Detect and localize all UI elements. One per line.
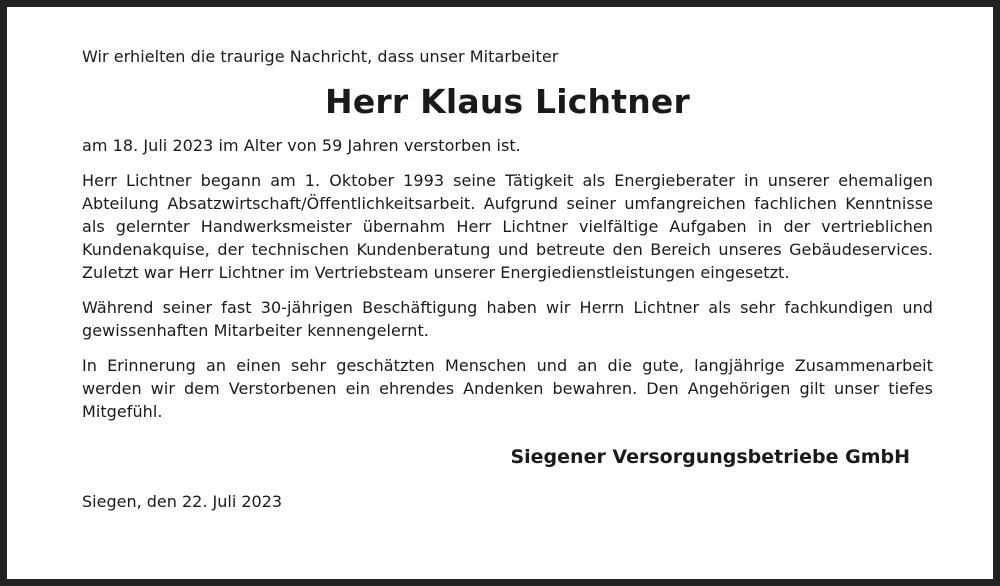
company-signature: Siegener Versorgungsbetriebe GmbH <box>510 446 910 468</box>
obituary-content <box>82 45 933 513</box>
condolence-paragraph: In Erinnerung an einen sehr geschätzten Menschen und an die gute, langjährige Zusammenarbeit werden wir dem Verstorbenen ein ehrendes Andenken bewahren. Den Angehörigen gilt unser tiefes Mitgefühl. <box>82 356 933 421</box>
place-date: Siegen, den 22. Juli 2023 <box>82 492 283 511</box>
appreciation-paragraph: Während seiner fast 30-jährigen Beschäftigung haben wir Herrn Lichtner als sehr fachkundigen und gewissenhaften Mitarbeiter kennengelernt. <box>82 298 933 340</box>
death-date-text: am 18. Juli 2023 im Alter von 59 Jahren verstorben ist. <box>82 136 521 155</box>
deceased-name: Herr Klaus Lichtner <box>325 82 690 121</box>
career-paragraph: Herr Lichtner begann am 1. Oktober 1993 seine Tätigkeit als Energieberater in unserer ehemaligen Abteilung Absatzwirtschaft/Öffentlichkeitsarbeit. Aufgrund seiner umfangreichen fachlichen Kenntnisse als gelernter Handwerksmeister übernahm Herr Lichtner vielfältige Aufgaben in der vertrieblichen Kundenakquise, der technischen Kundenberatung und betreute den Bereich unseres Gebäudeservices. Zuletzt war Herr Lichtner im Vertriebsteam unserer Energiedienstleistungen eingesetzt. <box>82 171 933 282</box>
intro-text: Wir erhielten die traurige Nachricht, dass unser Mitarbeiter <box>82 47 559 66</box>
